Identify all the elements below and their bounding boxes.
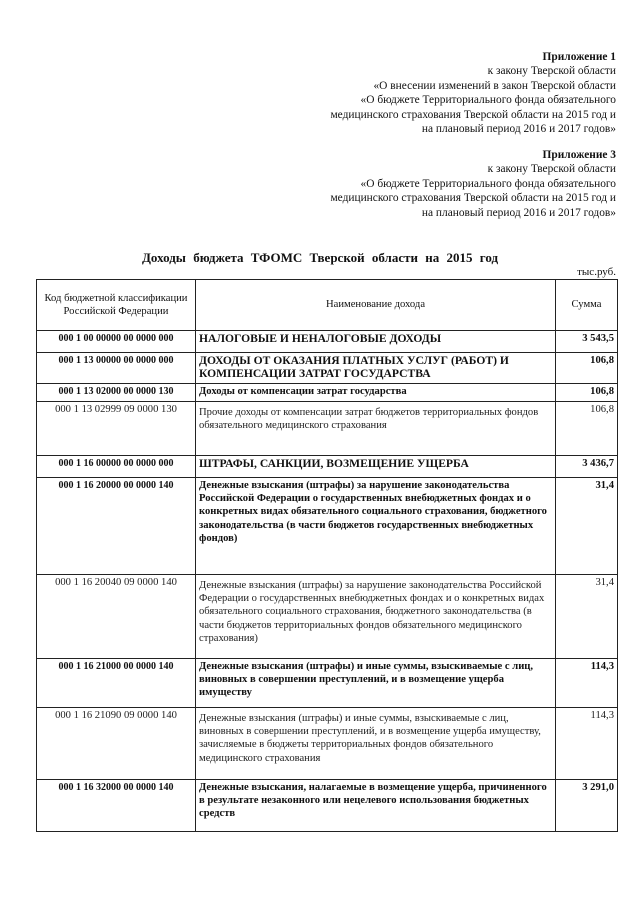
row-code: 000 1 13 02999 09 0000 130 bbox=[37, 402, 196, 456]
row-code: 000 1 16 20040 09 0000 140 bbox=[37, 575, 196, 659]
row-name: Прочие доходы от компенсации затрат бюджетов территориальных фондов обязательного медицинского страхования bbox=[196, 402, 556, 456]
table-row bbox=[37, 331, 618, 353]
row-name: Денежные взыскания (штрафы) и иные суммы, взыскиваемые с лиц, виновных в совершении преступлений, и в возмещение ущерба имуществу, зачисляемые в бюджеты территориальных фондов обязательного медицинского страхования bbox=[196, 708, 556, 780]
header-code: Код бюджетной классификации Российской Федерации bbox=[37, 280, 196, 331]
table-row bbox=[37, 575, 618, 659]
row-code: 000 1 16 21090 09 0000 140 bbox=[37, 708, 196, 780]
row-name: ШТРАФЫ, САНКЦИИ, ВОЗМЕЩЕНИЕ УЩЕРБА bbox=[196, 456, 556, 478]
income-table bbox=[36, 279, 618, 832]
row-name: Денежные взыскания (штрафы) за нарушение законодательства Российской Федерации о государственных внебюджетных фондах и о конкретных видах обязательного социального страхования, бюджетного законодательства (в части бюджетов государственных внебюджетных фондов) bbox=[196, 478, 556, 575]
row-name: Денежные взыскания (штрафы) за нарушение законодательства Российской Федерации о государственных внебюджетных фондах и о конкретных видах обязательного социального страхования, бюджетного законодательства (в части бюджетов территориальных фондов обязательного медицинского страхования) bbox=[196, 575, 556, 659]
annex-3-block bbox=[330, 148, 616, 220]
annex-3-line: на плановый период 2016 и 2017 годов» bbox=[421, 206, 616, 219]
row-code: 000 1 13 02000 00 0000 130 bbox=[37, 384, 196, 402]
row-amount: 106,8 bbox=[556, 402, 618, 456]
table-row bbox=[37, 353, 618, 384]
table-row bbox=[37, 478, 618, 575]
header-amount: Сумма bbox=[556, 280, 618, 331]
row-amount: 114,3 bbox=[556, 708, 618, 780]
annex-1-line: к закону Тверской области bbox=[487, 65, 616, 78]
row-code: 000 1 13 00000 00 0000 000 bbox=[37, 353, 196, 384]
document-title: Доходы бюджета ТФОМС Тверской области на 2015 год bbox=[141, 250, 499, 265]
row-code: 000 1 00 00000 00 0000 000 bbox=[37, 331, 196, 353]
annex-1-block bbox=[330, 50, 616, 136]
header-name: Наименование дохода bbox=[196, 280, 556, 331]
row-name: ДОХОДЫ ОТ ОКАЗАНИЯ ПЛАТНЫХ УСЛУГ (РАБОТ) И КОМПЕНСАЦИИ ЗАТРАТ ГОСУДАРСТВА bbox=[196, 353, 556, 384]
annex-3-title: Приложение 3 bbox=[542, 149, 616, 161]
row-amount: 31,4 bbox=[556, 478, 618, 575]
annex-1-line: «О бюджете Территориального фонда обязательного bbox=[360, 94, 616, 107]
row-name: Денежные взыскания (штрафы) и иные суммы, взыскиваемые с лиц, виновных в совершении преступлений, и в возмещение ущерба имуществу bbox=[196, 659, 556, 708]
row-amount: 3 291,0 bbox=[556, 780, 618, 832]
annex-3-line: к закону Тверской области bbox=[487, 163, 616, 176]
row-amount: 106,8 bbox=[556, 384, 618, 402]
table-header-row bbox=[37, 280, 618, 331]
annex-3-line: «О бюджете Территориального фонда обязательного bbox=[360, 177, 616, 190]
annex-1-line: медицинского страхования Тверской области на 2015 год и bbox=[330, 108, 616, 121]
annex-1-line: «О внесении изменений в закон Тверской области bbox=[373, 79, 616, 92]
units-label: тыс.руб. bbox=[577, 266, 616, 278]
row-amount: 114,3 bbox=[556, 659, 618, 708]
annex-1-line: на плановый период 2016 и 2017 годов» bbox=[421, 123, 616, 136]
row-name: Денежные взыскания, налагаемые в возмещение ущерба, причиненного в результате незаконного или нецелевого использования бюджетных средств bbox=[196, 780, 556, 832]
table-row bbox=[37, 780, 618, 832]
annex-1-title: Приложение 1 bbox=[542, 51, 616, 63]
table-row bbox=[37, 456, 618, 478]
row-amount: 106,8 bbox=[556, 353, 618, 384]
row-amount: 3 543,5 bbox=[556, 331, 618, 353]
table-row bbox=[37, 659, 618, 708]
row-code: 000 1 16 21000 00 0000 140 bbox=[37, 659, 196, 708]
annex-3-line: медицинского страхования Тверской области на 2015 год и bbox=[330, 192, 616, 205]
row-name: Доходы от компенсации затрат государства bbox=[196, 384, 556, 402]
row-amount: 31,4 bbox=[556, 575, 618, 659]
table-row bbox=[37, 708, 618, 780]
row-name: НАЛОГОВЫЕ И НЕНАЛОГОВЫЕ ДОХОДЫ bbox=[196, 331, 556, 353]
row-code: 000 1 16 20000 00 0000 140 bbox=[37, 478, 196, 575]
table-row bbox=[37, 384, 618, 402]
row-amount: 3 436,7 bbox=[556, 456, 618, 478]
table-row bbox=[37, 402, 618, 456]
row-code: 000 1 16 32000 00 0000 140 bbox=[37, 780, 196, 832]
row-code: 000 1 16 00000 00 0000 000 bbox=[37, 456, 196, 478]
